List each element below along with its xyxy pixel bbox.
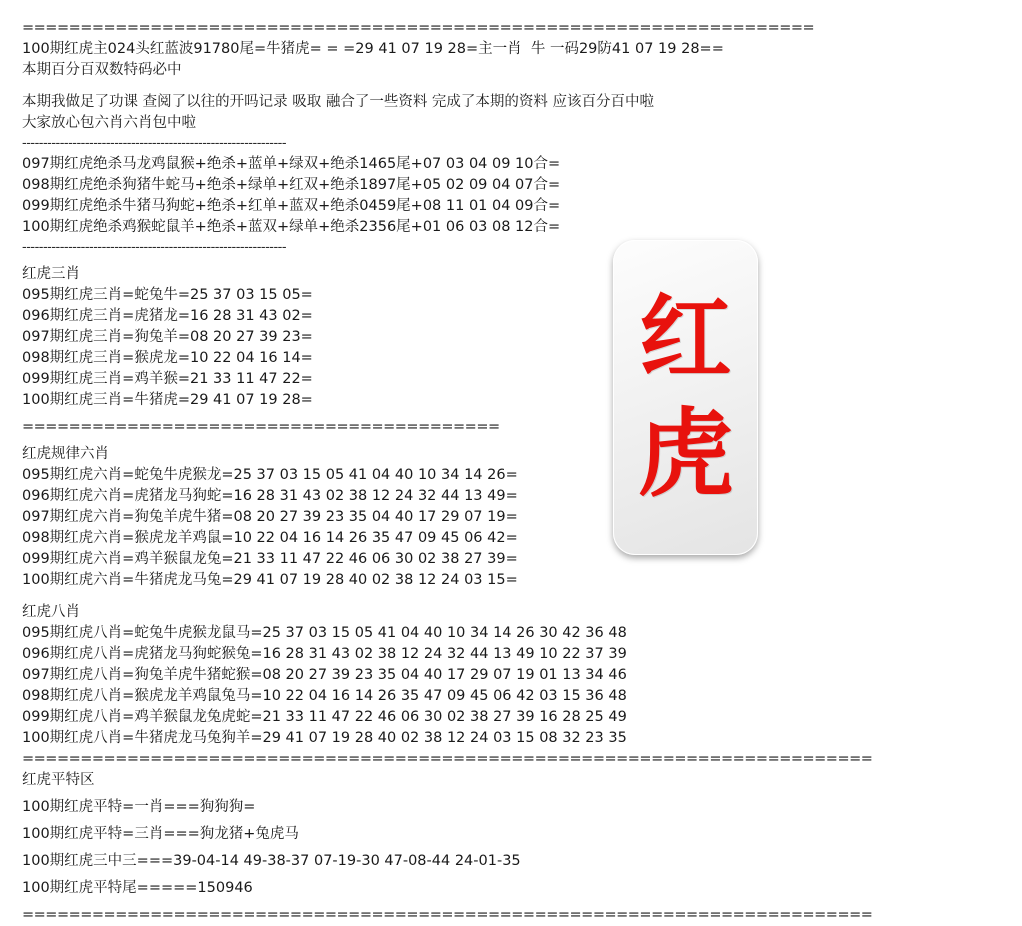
logo-char-top: 红	[639, 284, 732, 392]
separator-top: ====================================================================	[22, 20, 815, 36]
jiesha-line-1: 097期红虎绝杀马龙鸡鼠猴+绝杀+蓝单+绿双+绝杀1465尾+07 03 04 09 10合=	[22, 156, 561, 172]
baxiao-line-5: 099期红虎八肖=鸡羊猴鼠龙兔虎蛇=21 33 11 47 22 46 06 30 02 38 27 39 16 28 25 49	[22, 709, 627, 725]
sanxiao-line-3: 097期红虎三肖=狗兔羊=08 20 27 39 23=	[22, 329, 313, 345]
logo-char-bottom: 虎	[637, 397, 734, 510]
liuxiao-line-6: 100期红虎六肖=牛猪虎龙马兔=29 41 07 19 28 40 02 38 12 24 03 15=	[22, 572, 518, 588]
section-title-baxiao: 红虎八肖	[22, 604, 80, 620]
baxiao-line-2: 096期红虎八肖=虎猪龙马狗蛇猴兔=16 28 31 43 02 38 12 24 32 44 13 49 10 22 37 39	[22, 646, 627, 662]
spacer-5	[22, 591, 1002, 602]
pingte-line-3: 100期红虎三中三===39-04-14 49-38-37 07-19-30 47-08-44 24-01-35	[22, 853, 521, 869]
separator-mid-2: =========================================================================	[22, 751, 873, 767]
pingte-line-4: 100期红虎平特尾=====150946	[22, 880, 253, 896]
liuxiao-line-4: 098期红虎六肖=猴虎龙羊鸡鼠=10 22 04 16 14 26 35 47 09 45 06 42=	[22, 530, 518, 546]
section-title-liuxiao: 红虎规律六肖	[22, 446, 109, 462]
jiesha-line-4: 100期红虎绝杀鸡猴蛇鼠羊+绝杀+蓝双+绿单+绝杀2356尾+01 06 03 08 12合=	[22, 219, 561, 235]
sanxiao-line-5: 099期红虎三肖=鸡羊猴=21 33 11 47 22=	[22, 371, 313, 387]
section-title-sanxiao: 红虎三肖	[22, 266, 80, 282]
jiesha-line-3: 099期红虎绝杀牛猪马狗蛇+绝杀+红单+蓝双+绝杀0459尾+08 11 01 04 09合=	[22, 198, 561, 214]
baxiao-line-4: 098期红虎八肖=猴虎龙羊鸡鼠兔马=10 22 04 16 14 26 35 47 09 45 06 42 03 15 36 48	[22, 688, 627, 704]
pingte-line-1: 100期红虎平特=一肖===狗狗狗=	[22, 799, 256, 815]
dash-separator-1: ---------------------------------------------------------------	[22, 136, 287, 151]
jiesha-line-2: 098期红虎绝杀狗猪牛蛇马+绝杀+绿单+红双+绝杀1897尾+05 02 09 04 07合=	[22, 177, 561, 193]
baxiao-line-1: 095期红虎八肖=蛇兔牛虎猴龙鼠马=25 37 03 15 05 41 04 40 10 34 14 26 30 42 36 48	[22, 625, 627, 641]
sanxiao-line-1: 095期红虎三肖=蛇兔牛=25 37 03 15 05=	[22, 287, 313, 303]
liuxiao-line-2: 096期红虎六肖=虎猪龙马狗蛇=16 28 31 43 02 38 12 24 32 44 13 49=	[22, 488, 518, 504]
separator-bottom: =========================================================================	[22, 907, 873, 923]
baxiao-line-3: 097期红虎八肖=狗兔羊虎牛猪蛇猴=08 20 27 39 23 35 04 40 17 29 07 19 01 13 34 46	[22, 667, 627, 683]
header-line-2: 本期百分百双数特码必中	[22, 62, 182, 78]
liuxiao-line-1: 095期红虎六肖=蛇兔牛虎猴龙=25 37 03 15 05 41 04 40 10 34 14 26=	[22, 467, 518, 483]
intro-line-1: 本期我做足了功课 查阅了以往的开吗记录 吸取 融合了一些资料 完成了本期的资料 应该百分百中啦	[22, 94, 655, 110]
spacer-1	[22, 81, 1002, 92]
baxiao-line-6: 100期红虎八肖=牛猪虎龙马兔狗羊=29 41 07 19 28 40 02 38 12 24 03 15 08 32 23 35	[22, 730, 627, 746]
sanxiao-line-2: 096期红虎三肖=虎猪龙=16 28 31 43 02=	[22, 308, 313, 324]
separator-mid-1: =========================================	[22, 419, 500, 435]
liuxiao-line-5: 099期红虎六肖=鸡羊猴鼠龙兔=21 33 11 47 22 46 06 30 02 38 27 39=	[22, 551, 518, 567]
intro-line-2: 大家放心包六肖六肖包中啦	[22, 115, 196, 131]
liuxiao-line-3: 097期红虎六肖=狗兔羊虎牛猪=08 20 27 39 23 35 04 40 17 29 07 19=	[22, 509, 518, 525]
section-title-pingte: 红虎平特区	[22, 772, 95, 788]
dash-separator-2: ---------------------------------------------------------------	[22, 240, 287, 255]
header-line-1: 100期红虎主024头红蓝波91780尾=牛猪虎= = =29 41 07 19 28=主一肖 牛 一码29防41 07 19 28==	[22, 41, 724, 57]
honghu-logo-card	[613, 240, 758, 555]
pingte-line-2: 100期红虎平特=三肖===狗龙猪+兔虎马	[22, 826, 299, 842]
sanxiao-line-6: 100期红虎三肖=牛猪虎=29 41 07 19 28=	[22, 392, 313, 408]
sanxiao-line-4: 098期红虎三肖=猴虎龙=10 22 04 16 14=	[22, 350, 313, 366]
